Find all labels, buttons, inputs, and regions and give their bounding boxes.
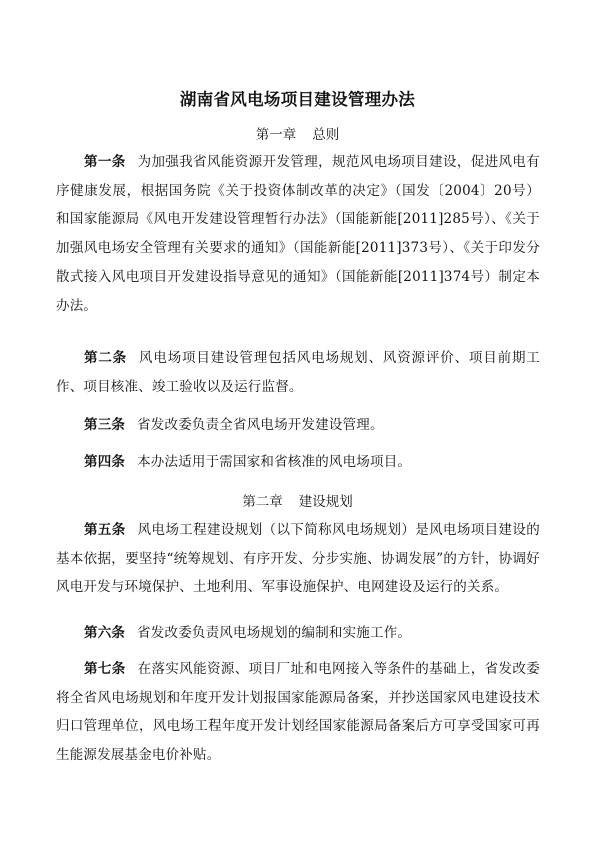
article-label: 第五条 xyxy=(84,522,126,538)
article-paragraph xyxy=(56,448,540,477)
article-paragraph xyxy=(56,411,540,440)
article-text: 风电场工程建设规划（以下简称风电场规划）是风电场项目建设的基本依据，要坚持“统筹规划、有序开发、分步实施、协调发展”的方针，协调好风电开发与环境保护、土地利用、军事设施保护、电网建设及运行的关系。 xyxy=(56,522,540,596)
article-label: 第三条 xyxy=(84,417,126,433)
chapter-number: 第一章 xyxy=(255,127,297,143)
article-text: 省发改委负责风电场规划的编制和实施工作。 xyxy=(137,625,412,641)
article-label: 第一条 xyxy=(84,154,126,170)
chapter-name: 总则 xyxy=(312,127,340,143)
article-paragraph xyxy=(56,516,540,602)
article-text: 本办法适用于需国家和省核准的风电场项目。 xyxy=(137,454,412,470)
chapter-name: 建设规划 xyxy=(298,494,353,510)
article-text: 风电场项目建设管理包括风电场规划、风资源评价、项目前期工作、项目核准、竣工验收以及运行监督。 xyxy=(56,350,540,395)
article-text: 省发改委负责全省风电场开发建设管理。 xyxy=(137,417,384,433)
article-paragraph xyxy=(56,655,540,770)
article-label: 第四条 xyxy=(84,454,126,470)
article-paragraph xyxy=(56,344,540,401)
article-label: 第二条 xyxy=(84,350,128,366)
article-label: 第七条 xyxy=(84,661,126,677)
document-title: 湖南省风电场项目建设管理办法 xyxy=(179,90,416,109)
chapter-heading xyxy=(0,123,595,143)
chapter-number: 第二章 xyxy=(242,494,283,510)
article-paragraph xyxy=(56,619,540,648)
chapter-heading xyxy=(0,490,595,510)
article-label: 第六条 xyxy=(84,625,126,641)
article-text: 为加强我省风能资源开发管理，规范风电场项目建设，促进风电有序健康发展，根据国务院《关于投资体制改革的决定》（国发〔2004〕20号）和国家能源局《风电开发建设管理暂行办法》（国能新能[2011]285号）、《关于加强风电场安全管理有关要求的通知》（国能新能[2011]373号）、《关于印发分散式接入风电项目开发建设指导意见的通知》（国能新能[2011]374号）制定本办法。 xyxy=(56,154,540,314)
article-text: 在落实风能资源、项目厂址和电网接入等条件的基础上，省发改委将全省风电场规划和年度开发计划报国家能源局备案，并抄送国家风电建设技术归口管理单位，风电场工程年度开发计划经国家能源局备案后方可享受国家可再生能源发展基金电价补贴。 xyxy=(56,661,540,764)
article-paragraph xyxy=(56,148,540,320)
